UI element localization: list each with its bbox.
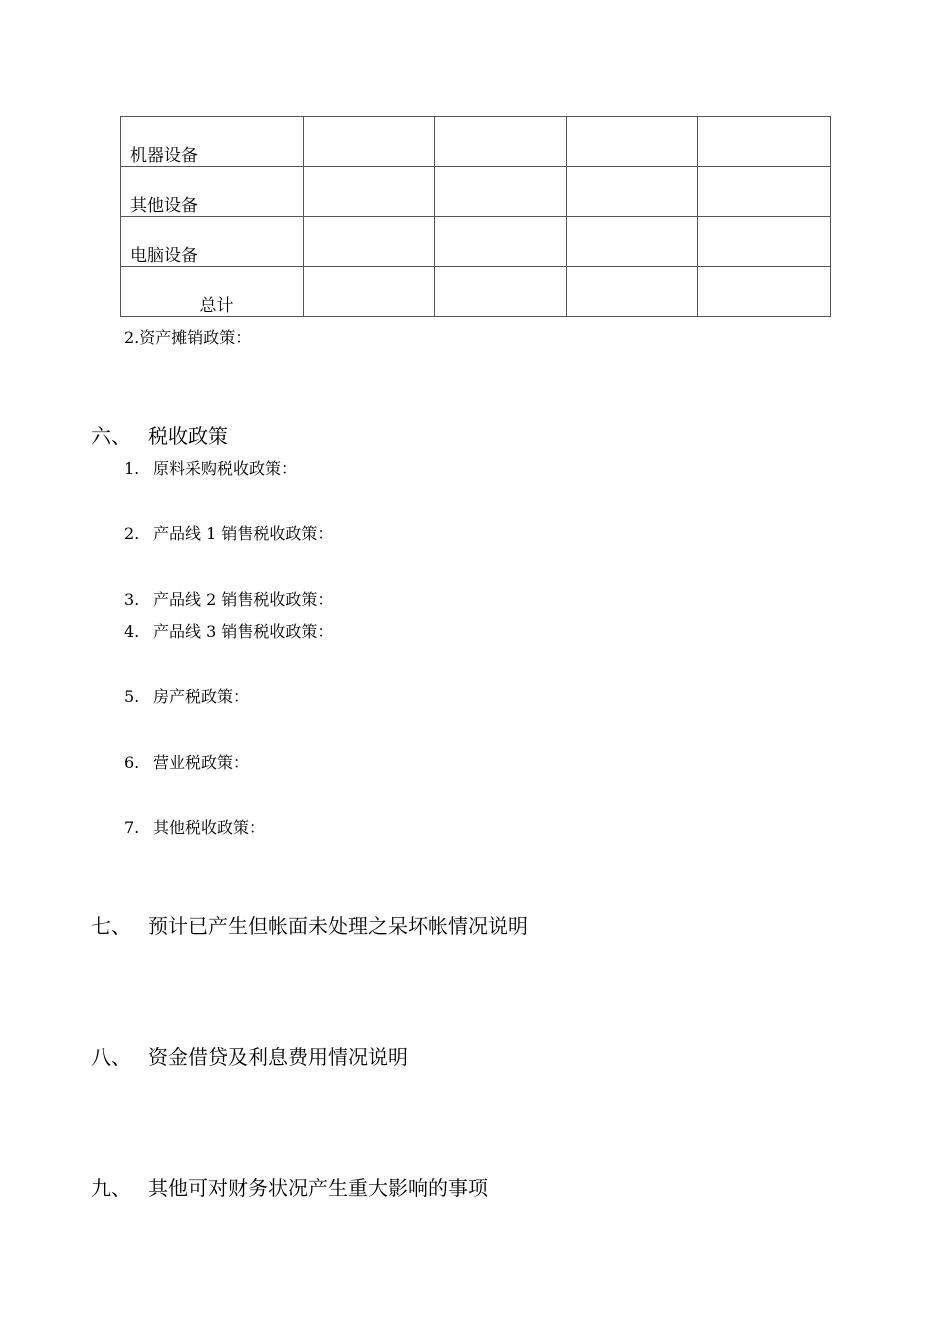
table-cell (435, 167, 567, 217)
item-number: 4. (124, 622, 140, 641)
tax-policy-item (124, 684, 249, 707)
table-row-total (121, 267, 831, 317)
item-number: 6. (124, 753, 140, 772)
table-cell (304, 167, 435, 217)
section-title: 其他可对财务状况产生重大影响的事项 (148, 1176, 488, 1200)
item-text: 原料采购税收政策： (153, 459, 298, 478)
section-title: 税收政策 (148, 424, 228, 448)
section-number: 八、 (91, 1045, 131, 1069)
section-number: 九、 (91, 1176, 131, 1200)
section-heading-7 (91, 910, 528, 939)
table-cell (698, 267, 831, 317)
table-cell (698, 167, 831, 217)
item-text: 房产税政策： (153, 687, 250, 706)
tax-policy-item (124, 456, 297, 479)
section-heading-8 (91, 1041, 408, 1070)
tax-policy-item (124, 815, 265, 838)
row-label: 机器设备 (121, 117, 304, 167)
item-text: 产品线 3 销售税收政策： (153, 622, 334, 641)
tax-policy-item (124, 619, 333, 642)
table-cell (698, 217, 831, 267)
row-label: 其他设备 (121, 167, 304, 217)
section-title: 资金借贷及利息费用情况说明 (148, 1045, 408, 1069)
item-number: 5. (124, 687, 140, 706)
section-number: 六、 (91, 424, 131, 448)
tax-policy-item (124, 750, 249, 773)
item-text: 其他税收政策： (153, 818, 266, 837)
item-number: 1. (124, 459, 140, 478)
table-cell (304, 267, 435, 317)
table-row (121, 117, 831, 167)
item-text: 产品线 1 销售税收政策： (153, 524, 334, 543)
tax-policy-item (124, 587, 333, 610)
tax-policy-item (124, 521, 333, 544)
item-text: 产品线 2 销售税收政策： (153, 590, 334, 609)
section-heading-6 (91, 420, 228, 449)
table-cell (435, 217, 567, 267)
item-number: 3. (124, 590, 140, 609)
section-number: 七、 (91, 914, 131, 938)
item-number: 2. (124, 524, 140, 543)
table-cell (567, 117, 698, 167)
table-row (121, 167, 831, 217)
item-text: 营业税政策： (153, 753, 250, 772)
amortization-policy-line: 2.资产摊销政策： (124, 328, 252, 347)
table-cell (435, 267, 567, 317)
table-cell (435, 117, 567, 167)
table-cell (304, 217, 435, 267)
section-title: 预计已产生但帐面未处理之呆坏帐情况说明 (148, 914, 528, 938)
table-cell (304, 117, 435, 167)
table-cell (698, 117, 831, 167)
table-cell (567, 167, 698, 217)
table-cell (567, 267, 698, 317)
section-heading-9 (91, 1172, 488, 1201)
row-label-total: 总计 (121, 267, 304, 317)
item-number: 7. (124, 818, 140, 837)
table-cell (567, 217, 698, 267)
table-row (121, 217, 831, 267)
row-label: 电脑设备 (121, 217, 304, 267)
asset-table (120, 116, 831, 317)
